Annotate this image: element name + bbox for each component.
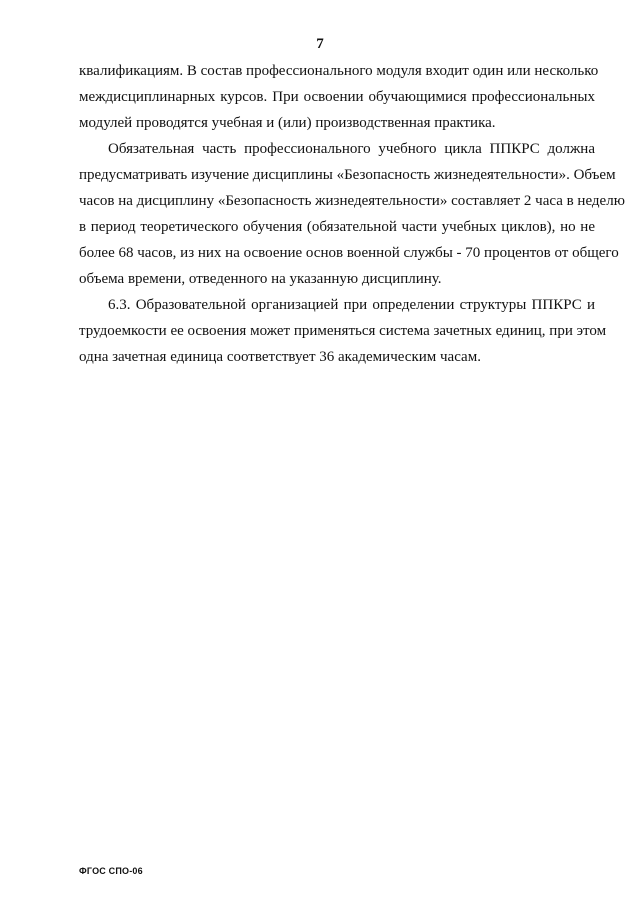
text-line: квалификациям. В состав профессионального модуля входит один или несколько (79, 63, 599, 79)
text-line: трудоемкости ее освоения может применяться система зачетных единиц, при этом (79, 323, 607, 339)
document-footer: ФГОС СПО-06 (79, 866, 143, 876)
text-line: междисциплинарных курсов. При освоении обучающимися профессиональных (79, 89, 595, 105)
text-line: объема времени, отведенного на указанную дисциплину. (79, 271, 442, 287)
text-line: часов на дисциплину «Безопасность жизнедеятельности» составляет 2 часа в неделю (79, 193, 625, 209)
paragraph-life-safety (79, 136, 625, 292)
text-line: в период теоретического обучения (обязательной части учебных циклов), но не (79, 219, 595, 235)
document-body (79, 58, 625, 370)
page-number: 7 (316, 36, 324, 52)
text-line: Обязательная часть профессионального учебного цикла ППКРС должна (108, 141, 595, 157)
text-line: одна зачетная единица соответствует 36 академическим часам. (79, 349, 481, 365)
text-line: 6.3. Образовательной организацией при определении структуры ППКРС и (108, 297, 595, 313)
text-line: более 68 часов, из них на освоение основ военной службы - 70 процентов от общего (79, 245, 619, 261)
text-line: модулей проводятся учебная и (или) производственная практика. (79, 115, 496, 131)
paragraph-continuation (79, 58, 599, 136)
paragraph-section-6-3 (79, 292, 607, 370)
text-line: предусматривать изучение дисциплины «Безопасность жизнедеятельности». Объем (79, 167, 616, 183)
